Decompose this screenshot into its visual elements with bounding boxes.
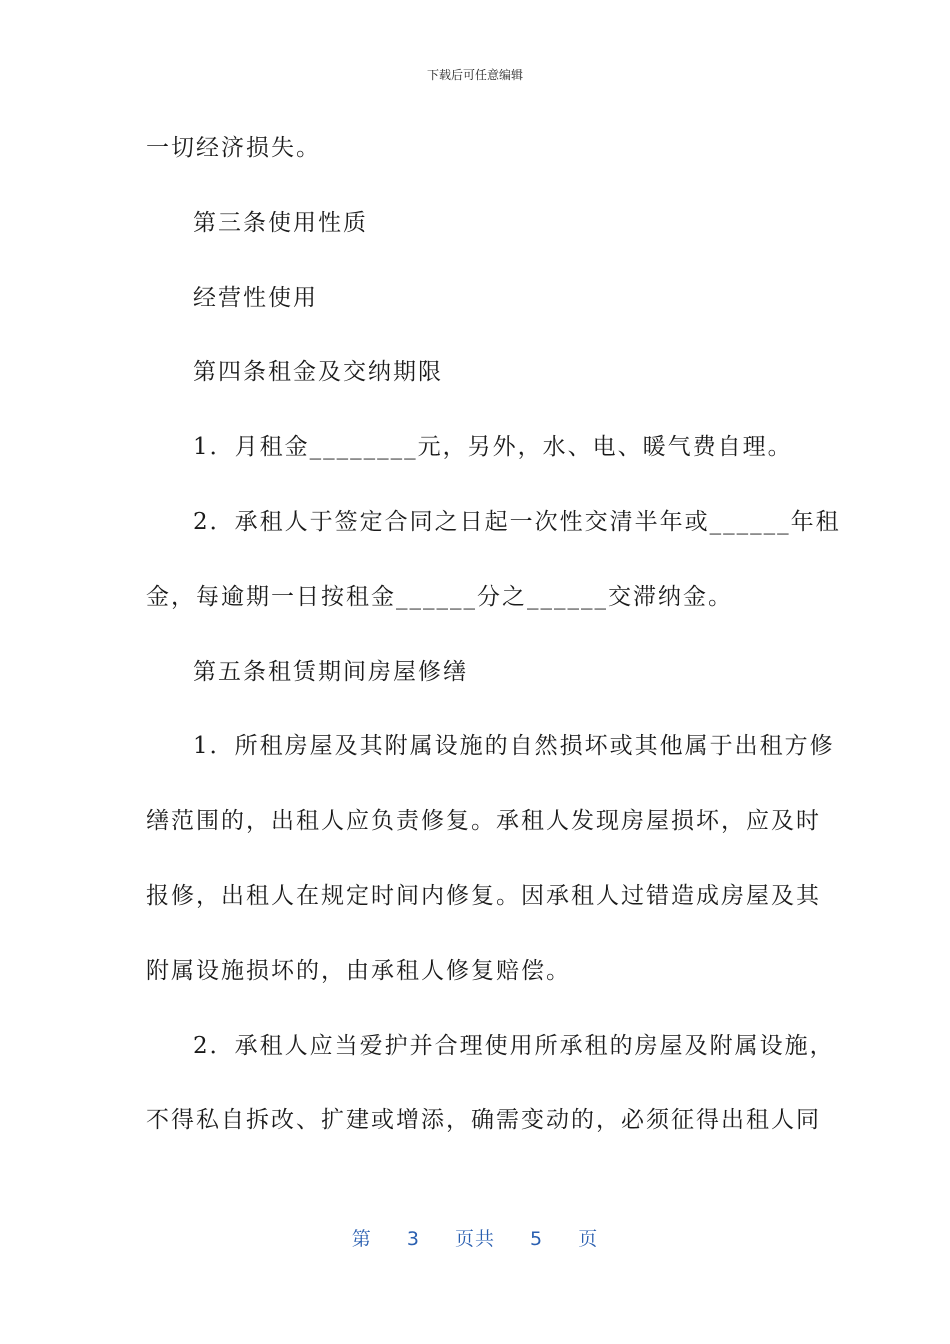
text-line: 缮范围的，出租人应负责修复。承租人发现房屋损坏，应及时 (146, 808, 821, 835)
page-suffix: 页 (578, 1228, 599, 1250)
text-line: 2．承租人于签定合同之日起一次性交清半年或______年租 (193, 508, 841, 535)
text-line: 报修，出租人在规定时间内修复。因承租人过错造成房屋及其 (146, 882, 821, 909)
text-line: 经营性使用 (193, 284, 318, 311)
text-line: 不得私自拆改、扩建或增添，确需变动的，必须征得出租人同 (146, 1107, 821, 1134)
text-line: 金，每逾期一日按租金______分之______交滞纳金。 (146, 583, 733, 610)
text-line: 一切经济损失。 (146, 135, 321, 161)
page-number-footer (0, 1224, 950, 1251)
text-line: 1．月租金________元，另外，水、电、暖气费自理。 (193, 434, 793, 461)
page-prefix: 第 (351, 1228, 372, 1250)
section-heading: 第四条租金及交纳期限 (193, 359, 443, 386)
text-line: 1．所租房屋及其附属设施的自然损坏或其他属于出租方修 (193, 733, 835, 760)
current-page-number: 3 (406, 1228, 420, 1250)
section-heading: 第五条租赁期间房屋修缮 (193, 658, 468, 685)
section-heading: 第三条使用性质 (193, 209, 368, 236)
total-pages-number: 5 (530, 1228, 544, 1250)
text-line: 2．承租人应当爱护并合理使用所承租的房屋及附属设施， (193, 1032, 835, 1059)
document-body (146, 124, 841, 1171)
text-line: 附属设施损坏的，由承租人修复赔偿。 (146, 957, 571, 984)
page-header-note: 下载后可任意编辑 (426, 68, 523, 82)
page-mid-label: 页共 (454, 1228, 495, 1250)
